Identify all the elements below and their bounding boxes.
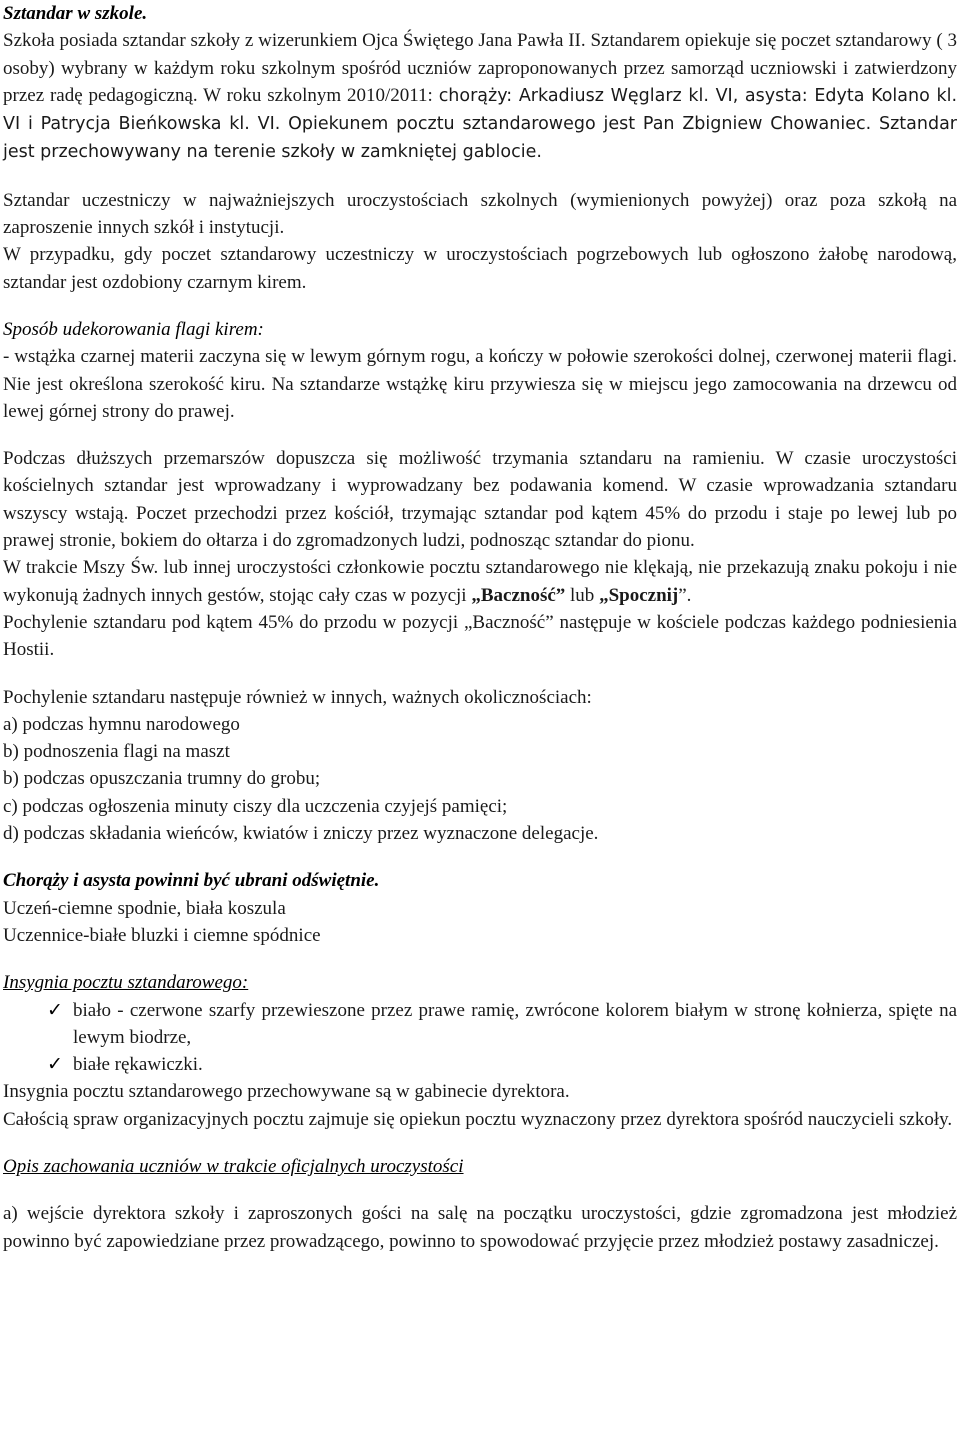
paragraph-insignia-storage: Insygnia pocztu sztandarowego przechowywane są w gabinecie dyrektora. xyxy=(3,1081,570,1103)
checkmark-icon: ✓ xyxy=(47,999,63,1021)
section-insignia xyxy=(3,969,957,1133)
section-heading-insignia: Insygnia pocztu sztandarowego: xyxy=(3,972,249,994)
mass-conduct-or: lub xyxy=(565,584,600,606)
checklist-item xyxy=(3,997,957,1052)
paragraph-banner-description xyxy=(3,27,957,166)
section-crepe-decoration xyxy=(3,316,957,425)
paragraph-host-elevation: Pochylenie sztandaru pod kątem 45% do przodu w pozycji „Baczność” następuje w kościele podczas każdego podniesienia Hostii. xyxy=(3,611,957,661)
position-attention: „Baczność” xyxy=(471,584,566,606)
checklist-item-text: białe rękawiczki. xyxy=(73,1054,203,1076)
occasion-item: b) podczas opuszczania trumny do grobu; xyxy=(3,768,321,790)
section-heading-banner: Sztandar w szkole. xyxy=(3,3,148,24)
occasion-item: c) podczas ogłoszenia minuty ciszy dla uczczenia czyjejś pamięci; xyxy=(3,795,508,817)
checkmark-icon: ✓ xyxy=(47,1054,63,1076)
position-at-ease: „Spocznij xyxy=(599,584,679,606)
occasions-intro: Pochylenie sztandaru następuje również w innych, ważnych okolicznościach: xyxy=(3,686,592,708)
dress-boys: Uczeń-ciemne spodnie, biała koszula xyxy=(3,897,286,919)
paragraph-organization: Całością spraw organizacyjnych pocztu zajmuje się opiekun pocztu wyznaczony przez dyrektora spośród nauczycieli szkoły. xyxy=(3,1108,953,1130)
section-student-behaviour xyxy=(3,1153,957,1255)
mass-conduct-text: W trakcie Mszy Św. lub innej uroczystości członkowie pocztu sztandarowego nie klękają, nie przekazują znaku pokoju i nie wykonują żadnych innych gestów, stojąc cały czas w pozycji xyxy=(3,557,957,606)
section-dress-code xyxy=(3,867,957,949)
section-heading-behaviour: Opis zachowania uczniów w trakcie oficjalnych uroczystości xyxy=(3,1155,464,1177)
paragraph-banner-participation: Sztandar uczestniczy w najważniejszych uroczystościach szkolnych (wymienionych powyżej) oraz poza szkołą na zaproszenie innych szkół i instytucji. xyxy=(3,189,957,239)
checklist-item xyxy=(3,1051,957,1078)
section-heading-dress: Chorąży i asysta powinni być ubrani odświętnie. xyxy=(3,870,380,892)
banner-description-serif: Szkoła posiada sztandar szkoły z wizerunkiem Ojca Świętego Jana Pawła II. Sztandarem opiekuje się poczet sztandarowy ( 3 osoby) wybrany w każdym roku szkolnym spośród uczniów zaproponowanych przez samorząd uczniowski i zatwierdzony przez radę pedagogiczną. W roku szkolnym 2010/2011: xyxy=(3,30,957,106)
occasion-item: b) podnoszenia flagi na maszt xyxy=(3,741,230,763)
paragraph-marches-church: Podczas dłuższych przemarszów dopuszcza się możliwość trzymania sztandaru na ramieniu. W czasie uroczystości kościelnych sztandar jest wprowadzany i wyprowadzany bez podawania komend. W czasie wprowadzania sztandaru wszyscy wstają. Poczet przechodzi przez kościół, trzymając sztandar pod kątem 45% do przodu i staje po lewej lub po prawej stronie, bokiem do ołtarza i do zgromadzonych ludzi, podnosząc sztandar do pionu. xyxy=(3,448,957,552)
dress-girls: Uczennice-białe bluzki i ciemne spódnice xyxy=(3,924,321,946)
section-ceremony-rules xyxy=(3,445,957,663)
banner-description-sans: chorąży: Arkadiusz Węglarz kl. VI, asysta: Edyta Kolano kl. VI i Patrycja Bieńkowska kl. VI. Opiekunem pocztu sztandarowego jest Pan Zbigniew Chowaniec. Sztandar jest przechowywany na terenie szkoły w zamkniętej gablocie. xyxy=(3,85,958,163)
checklist-item-text: biało - czerwone szarfy przewieszone przez prawe ramię, zwrócone kolorem białym w stronę kołnierza, spięte na lewym biodrze, xyxy=(73,999,957,1048)
paragraph-banner-mourning: W przypadku, gdy poczet sztandarowy uczestniczy w uroczystościach pogrzebowych lub ogłoszono żałobę narodową, sztandar jest ozdobiony czarnym kirem. xyxy=(3,244,957,293)
paragraph-mass-conduct xyxy=(3,554,957,609)
mass-conduct-end: ”. xyxy=(678,584,692,606)
document-page xyxy=(3,0,957,1255)
section-banner xyxy=(3,0,957,296)
section-heading-crepe: Sposób udekorowania flagi kirem: xyxy=(3,318,264,340)
paragraph-director-entrance: a) wejście dyrektora szkoły i zaproszonych gości na salę na początku uroczystości, gdzie zgromadzona jest młodzież powinno być zapowiedziane przez prowadzącego, powinno to spowodować przyjęcie przez młodzież postawy zasadniczej. xyxy=(3,1203,957,1252)
occasion-item: a) podczas hymnu narodowego xyxy=(3,713,240,735)
section-other-occasions xyxy=(3,684,957,848)
occasion-item: d) podczas składania wieńców, kwiatów i zniczy przez wyznaczone delegacje. xyxy=(3,823,599,845)
paragraph-crepe-description: - wstążka czarnej materii zaczyna się w lewym górnym rogu, a kończy w połowie szerokości dolnej, czerwonej materii flagi. Nie jest określona szerokość kiru. Na sztandarze wstążkę kiru przywiesza się w miejscu jego zamocowania na drzewcu od lewej górnej strony do prawej. xyxy=(3,346,957,422)
